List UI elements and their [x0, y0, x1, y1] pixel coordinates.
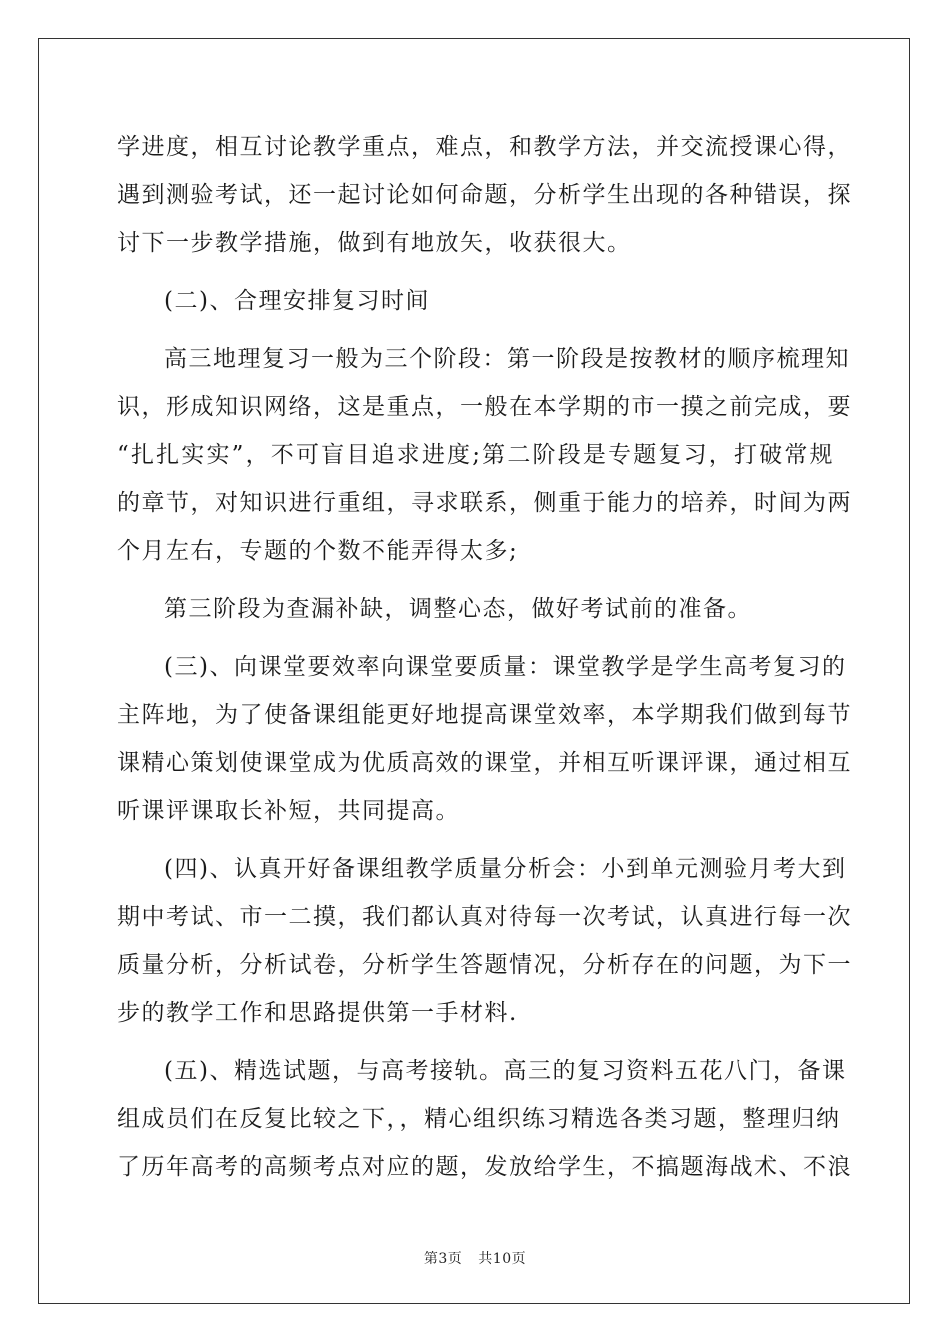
text-line: 学进度，相互讨论教学重点，难点，和教学方法，并交流授课心得， — [117, 134, 852, 160]
paragraph — [117, 585, 834, 633]
text-line: 主阵地，为了使备课组能更好地提高课堂效率，本学期我们做到每节 — [117, 702, 852, 728]
text-line: (五)、精选试题，与高考接轨。高三的复习资料五花八门，备课 — [164, 1058, 847, 1084]
paragraph — [117, 643, 852, 835]
page-footer — [0, 1248, 950, 1268]
text-line: (四)、认真开好备课组教学质量分析会：小到单元测验月考大到 — [164, 856, 847, 882]
section-heading — [117, 277, 834, 325]
text-line: 课精心策划使课堂成为优质高效的课堂，并相互听课评课，通过相互 — [117, 750, 852, 776]
text-line: 步的教学工作和思路提供第一手材料. — [117, 1000, 518, 1026]
text-line: 了历年高考的高频考点对应的题，发放给学生，不搞题海战术、不浪 — [117, 1154, 852, 1180]
text-line: 个月左右，专题的个数不能弄得太多; — [117, 538, 519, 564]
text-line: 高三地理复习一般为三个阶段：第一阶段是按教材的顺序梳理知 — [164, 346, 850, 372]
text-line: 组成员们在反复比较之下，，精心组织练习精选各类习题，整理归纳 — [117, 1106, 841, 1132]
text-line: (二)、合理安排复习时间 — [164, 288, 430, 314]
text-line: (三)、向课堂要效率向课堂要质量：课堂教学是学生高考复习的 — [164, 654, 847, 680]
paragraph — [117, 845, 852, 1037]
text-line: 的章节，对知识进行重组，寻求联系，侧重于能力的培养，时间为两 — [117, 490, 852, 516]
text-line: 遇到测验考试，还一起讨论如何命题，分析学生出现的各种错误，探 — [117, 182, 852, 208]
text-line: 期中考试、市一二摸，我们都认真对待每一次考试，认真进行每一次 — [117, 904, 852, 930]
page-total: 共10页 — [478, 1251, 527, 1267]
text-line: 第三阶段为查漏补缺，调整心态，做好考试前的准备。 — [164, 596, 752, 622]
document-body — [117, 123, 852, 1191]
text-line: 听课评课取长补短，共同提高。 — [117, 798, 460, 824]
text-line: 识，形成知识网络，这是重点，一般在本学期的市一摸之前完成，要 — [117, 394, 852, 420]
paragraph — [117, 335, 852, 575]
text-line: “扎扎实实”，不可盲目追求进度;第二阶段是专题复习，打破常规 — [117, 442, 834, 468]
paragraph — [117, 123, 852, 267]
page-number: 第3页 — [423, 1251, 463, 1267]
text-line: 讨下一步教学措施，做到有地放矢，收获很大。 — [117, 230, 632, 256]
paragraph — [117, 1047, 852, 1191]
text-line: 质量分析，分析试卷，分析学生答题情况，分析存在的问题，为下一 — [117, 952, 852, 978]
